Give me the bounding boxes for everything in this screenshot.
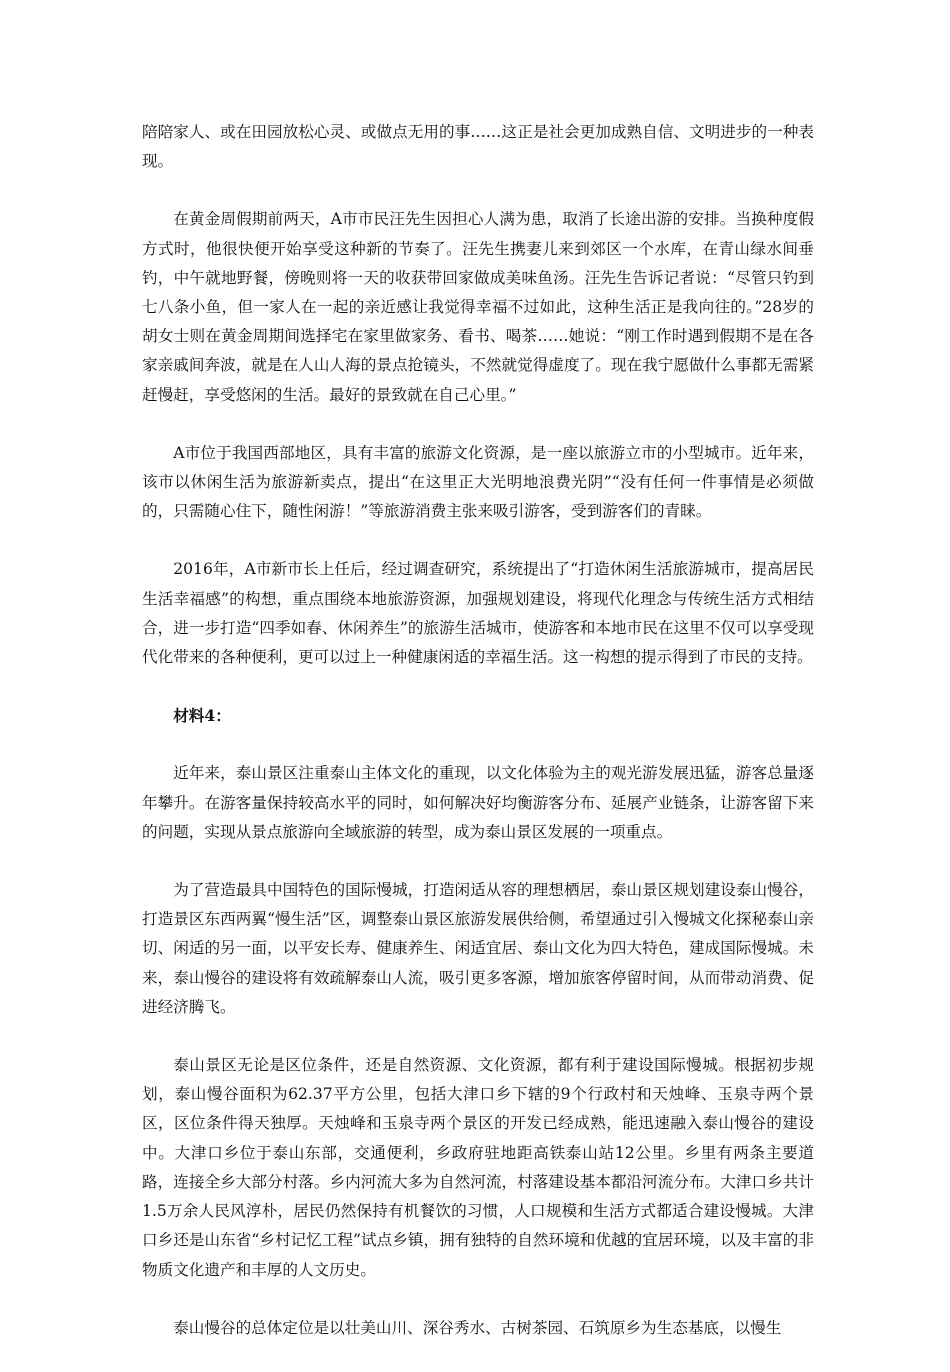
section-heading-material-4: 材料4： (173, 706, 231, 726)
paragraph-new-mayor: 2016年，A市新市长上任后，经过调查研究，系统提出了“打造休闲生活旅游城市，提高居民生活幸福感”的构想，重点围绕本地旅游资源，加强规划建设，将现代化理念与传统生活方式相结合，进一步打造“四季如春、休闲养生”的旅游生活城市，使游客和本地市民在这里不仅可以享受现代化带来的各种便利，更可以过上一种健康闲适的幸福生活。这一构想的提示得到了市民的支持。 (142, 560, 814, 667)
document-body (142, 118, 814, 1372)
paragraph-continuation: 陪陪家人、或在田园放松心灵、或做点无用的事……这正是社会更加成熟自信、文明进步的一种表现。 (142, 123, 814, 171)
paragraph-overall-positioning: 泰山慢谷的总体定位是以壮美山川、深谷秀水、古树茶园、石筑原乡为生态基底，以慢生 (173, 1318, 782, 1337)
paragraph-slow-city-plan: 为了营造最具中国特色的国际慢城，打造闲适从容的理想栖居，泰山景区规划建设泰山慢谷，打造景区东西两翼“慢生活”区，调整泰山景区旅游发展供给侧，希望通过引入慢城文化探秘泰山亲切、闲适的另一面，以平安长寿、健康养生、闲适宜居、泰山文化为四大特色，建成国际慢城。未来，泰山慢谷的建设将有效疏解泰山人流，吸引更多客源，增加旅客停留时间，从而带动消费、促进经济腾飞。 (142, 881, 814, 1016)
paragraph-city-a-tourism: A市位于我国西部地区，具有丰富的旅游文化资源，是一座以旅游立市的小型城市。近年来，该市以休闲生活为旅游新卖点，提出“在这里正大光明地浪费光阴”“没有任何一件事情是必须做的，只需随心住下，随性闲游！”等旅游消费主张来吸引游客，受到游客们的青睐。 (142, 443, 814, 521)
paragraph-mr-wang: 在黄金周假期前两天，A市市民汪先生因担心人满为患，取消了长途出游的安排。当换种度假方式时，他很快便开始享受这种新的节奏了。汪先生携妻儿来到郊区一个水库，在青山绿水间垂钓，中午就地野餐，傍晚则将一天的收获带回家做成美味鱼汤。汪先生告诉记者说：“尽管只钓到七八条小鱼，但一家人在一起的亲近感让我觉得幸福不过如此，这种生活正是我向往的。”28岁的胡女士则在黄金周期间选择宅在家里做家务、看书、喝茶……她说：“刚工作时遇到假期不是在各家亲戚间奔波，就是在人山人海的景点抢镜头，不然就觉得虚度了。现在我宁愿做什么事都无需紧赶慢赶，享受悠闲的生活。最好的景致就在自己心里。” (142, 210, 814, 404)
paragraph-location-conditions: 泰山景区无论是区位条件，还是自然资源、文化资源，都有利于建设国际慢城。根据初步规划，泰山慢谷面积为62.37平方公里，包括大津口乡下辖的9个行政村和天烛峰、玉泉寺两个景区，区位条件得天独厚。天烛峰和玉泉寺两个景区的开发已经成熟，能迅速融入泰山慢谷的建设中。大津口乡位于泰山东部，交通便利，乡政府驻地距高铁泰山站12公里。乡里有两条主要道路，连接全乡大部分村落。乡内河流大多为自然河流，村落建设基本都沿河流分布。大津口乡共计1.5万余人民风淳朴，居民仍然保持有机餐饮的习惯，人口规模和生活方式都适合建设慢城。大津口乡还是山东省“乡村记忆工程”试点乡镇，拥有独特的自然环境和优越的宜居环境，以及丰富的非物质文化遗产和丰厚的人文历史。 (142, 1056, 814, 1279)
paragraph-taishan-overview: 近年来，泰山景区注重泰山主体文化的重现，以文化体验为主的观光游发展迅猛，游客总量逐年攀升。在游客量保持较高水平的同时，如何解决好均衡游客分布、延展产业链条，让游客留下来的问题，实现从景点旅游向全域旅游的转型，成为泰山景区发展的一项重点。 (142, 764, 814, 841)
